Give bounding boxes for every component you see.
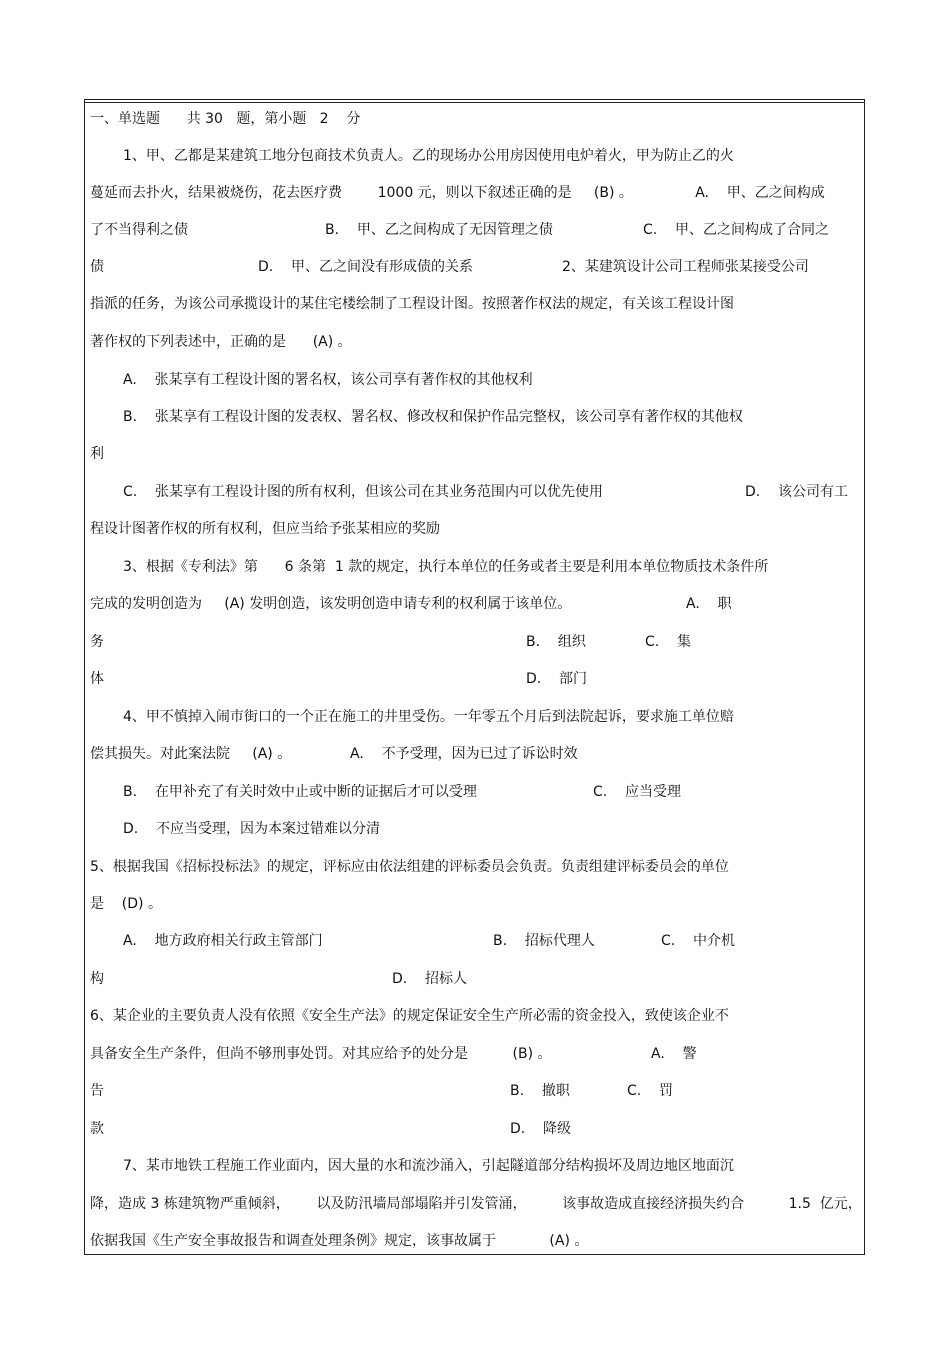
q5-option-b: B. 招标代理人	[493, 933, 595, 949]
q1-line-3: 了不当得利之债	[90, 222, 188, 238]
q2-line-3: 著作权的下列表述中，正确的是 (A) 。	[90, 334, 352, 350]
q2-line-2: 指派的任务，为该公司承揽设计的某住宅楼绘制了工程设计图。按照著作权法的规定，有关该工程设计图	[90, 296, 734, 312]
q3-line-1: 3、根据《专利法》第 6 条第 1 款的规定，执行本单位的任务或者主要是利用本单位物质技术条件所	[123, 559, 769, 575]
q1-option-c: C. 甲、乙之间构成了合同之	[643, 222, 830, 238]
q4-option-d: D. 不应当受理，因为本案过错难以分清	[123, 821, 381, 837]
q6-line-1: 6、某企业的主要负责人没有依照《安全生产法》的规定保证安全生产所必需的资金投入，致使该企业不	[90, 1008, 729, 1024]
q3-option-c-cont: 体	[90, 671, 104, 687]
q5-option-a: A. 地方政府相关行政主管部门	[123, 933, 323, 949]
q7-line-3: 依据我国《生产安全事故报告和调查处理条例》规定，该事故属于 (A) 。	[90, 1233, 589, 1249]
q1-line-1: 1、甲、乙都是某建筑工地分包商技术负责人。乙的现场办公用房因使用电炉着火，甲为防止乙的火	[123, 148, 734, 164]
q3-option-a-cont: 务	[90, 634, 104, 650]
q6-option-b: B. 撤职	[510, 1083, 570, 1099]
q2-option-c: C. 张某享有工程设计图的所有权利，但该公司在其业务范围内可以优先使用	[123, 484, 604, 500]
q5-option-c: C. 中介机	[661, 933, 736, 949]
q5-line-2: 是 (D) 。	[90, 896, 162, 912]
q4-option-b: B. 在甲补充了有关时效中止或中断的证据后才可以受理	[123, 784, 477, 800]
q6-option-a-cont: 告	[90, 1083, 104, 1099]
q3-option-c: C. 集	[645, 634, 692, 650]
q5-option-d: D. 招标人	[392, 971, 468, 987]
q4-line-2: 偿其损失。对此案法院 (A) 。	[90, 746, 292, 762]
q2-option-d-cont: 程设计图著作权的所有权利，但应当给予张某相应的奖励	[90, 521, 440, 537]
q6-option-c-cont: 款	[90, 1121, 104, 1137]
q1-option-d: D. 甲、乙之间没有形成债的关系	[258, 259, 474, 275]
table-top-double-rule	[84, 102, 865, 103]
q3-line-2: 完成的发明创造为 (A) 发明创造，该发明创造申请专利的权利属于该单位。	[90, 596, 572, 612]
q5-line-1: 5、根据我国《招标投标法》的规定，评标应由依法组建的评标委员会负责。负责组建评标委员会的单位	[90, 859, 729, 875]
q6-option-c: C. 罚	[627, 1083, 674, 1099]
q5-option-c-cont: 构	[90, 971, 104, 987]
q7-line-1: 7、某市地铁工程施工作业面内，因大量的水和流沙涌入，引起隧道部分结构损坏及周边地区地面沉	[123, 1158, 734, 1174]
q3-option-d: D. 部门	[526, 671, 588, 687]
q1-option-b: B. 甲、乙之间构成了无因管理之债	[325, 222, 553, 238]
q2-line-1: 2、某建筑设计公司工程师张某接受公司	[562, 259, 809, 275]
q3-option-a: A. 职	[686, 596, 732, 612]
q7-line-2: 降，造成 3 栋建筑物严重倾斜， 以及防汛墙局部塌陷并引发管涌， 该事故造成直接经济损失约合 1.5 亿元，	[90, 1196, 862, 1212]
q4-option-c: C. 应当受理	[593, 784, 682, 800]
q6-option-a: A. 警	[651, 1046, 697, 1062]
q4-line-1: 4、甲不慎掉入闹市街口的一个正在施工的井里受伤。一年零五个月后到法院起诉，要求施工单位赔	[123, 709, 734, 725]
q2-option-b-cont: 利	[90, 446, 104, 462]
q3-option-b: B. 组织	[526, 634, 586, 650]
q2-option-d: D. 该公司有工	[745, 484, 849, 500]
section-header: 一、单选题 共 30 题，第小题 2 分	[90, 111, 361, 127]
q2-option-a: A. 张某享有工程设计图的署名权，该公司享有著作权的其他权利	[123, 372, 533, 388]
q2-option-b: B. 张某享有工程设计图的发表权、署名权、修改权和保护作品完整权，该公司享有著作权的其他权	[123, 409, 743, 425]
q4-option-a: A. 不予受理，因为已过了诉讼时效	[350, 746, 578, 762]
q1-line-2: 蔓延而去扑火，结果被烧伤，花去医疗费 1000 元，则以下叙述正确的是 (B) 。 A. 甲、乙之间构成	[90, 185, 825, 201]
q6-line-2: 具备安全生产条件，但尚不够刑事处罚。对其应给予的处分是 (B) 。	[90, 1046, 552, 1062]
q6-option-d: D. 降级	[510, 1121, 572, 1137]
q1-line-4: 债	[90, 259, 104, 275]
